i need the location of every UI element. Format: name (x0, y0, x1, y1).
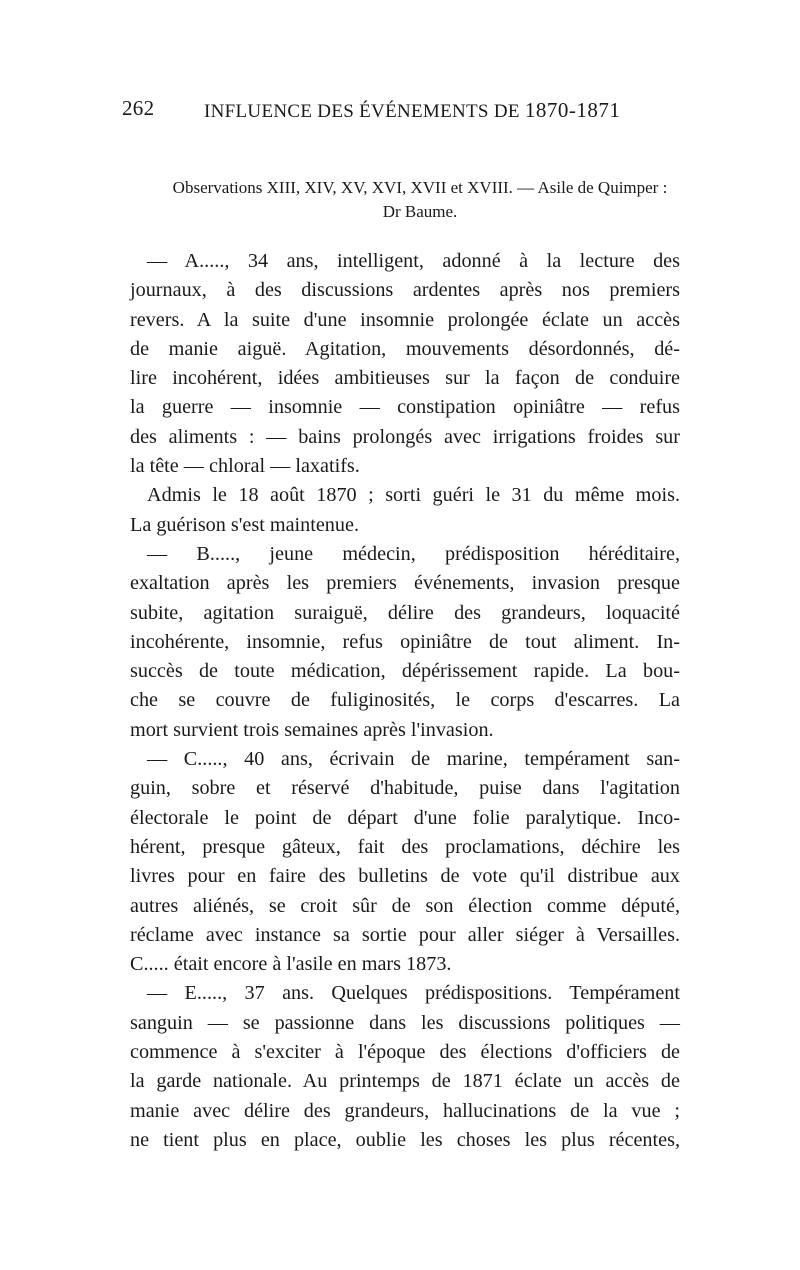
text-line: — A....., 34 ans, intelligent, adonné à la lecture des (147, 250, 680, 272)
observations-heading-line-1: Observations XIII, XIV, XV, XVI, XVII et XVIII. — Asile de Quimper : (172, 178, 668, 197)
running-title-years: 1870-1871 (524, 98, 621, 122)
text-line: commence à s'exciter à l'époque des élections d'officiers de (130, 1041, 680, 1064)
text-line: lire incohérent, idées ambitieuses sur la façon de conduire (130, 367, 680, 390)
text-line: subite, agitation suraiguë, délire des grandeurs, loquacité (130, 601, 680, 624)
text-line: — C....., 40 ans, écrivain de marine, tempérament san- (147, 748, 680, 771)
observations-heading-line-2: Dr Baume. (382, 202, 458, 221)
observations-heading (150, 176, 690, 224)
text-line: réclame avec instance sa sortie pour aller siéger à Versailles. (130, 923, 680, 946)
running-head (122, 96, 682, 126)
text-line: sanguin — se passionne dans les discussions politiques — (130, 1011, 680, 1034)
body-text (130, 247, 680, 1155)
page-number: 262 (122, 96, 155, 120)
text-line: hérent, presque gâteux, fait des proclamations, déchire les (130, 835, 680, 858)
text-line: la tête — chloral — laxatifs. (130, 455, 360, 478)
running-title (204, 98, 620, 123)
text-line: la guerre — insomnie — constipation opiniâtre — refus (130, 396, 680, 419)
text-line: che se couvre de fuliginosités, le corps d'escarres. La (130, 689, 680, 712)
text-line: ne tient plus en place, oublie les choses les plus récentes, (130, 1128, 680, 1151)
text-line: autres aliénés, se croit sûr de son élection comme député, (130, 894, 680, 917)
text-line: — E....., 37 ans. Quelques prédispositions. Tempérament (147, 982, 680, 1005)
text-line: La guérison s'est maintenue. (130, 513, 360, 536)
text-line: la garde nationale. Au printemps de 1871 éclate un accès de (130, 1070, 680, 1093)
running-title-text: INFLUENCE DES ÉVÉNEMENTS DE (204, 101, 525, 122)
text-line: guin, sobre et réservé d'habitude, puise dans l'agitation (130, 777, 680, 800)
text-line: revers. A la suite d'une insomnie prolongée éclate un accès (130, 308, 680, 331)
text-line: manie avec délire des grandeurs, hallucinations de la vue ; (130, 1099, 680, 1122)
text-line: incohérente, insomnie, refus opiniâtre de tout aliment. In- (130, 630, 680, 653)
text-line: succès de toute médication, dépérissement rapide. La bou- (130, 660, 680, 683)
text-line: des aliments : — bains prolongés avec irrigations froides sur (130, 425, 680, 448)
text-line: — B....., jeune médecin, prédisposition héréditaire, (147, 542, 680, 565)
text-line: C..... était encore à l'asile en mars 1873. (130, 953, 452, 976)
text-line: journaux, à des discussions ardentes après nos premiers (130, 279, 680, 302)
text-line: exaltation après les premiers événements, invasion presque (130, 572, 680, 595)
text-line: Admis le 18 août 1870 ; sorti guéri le 31 du même mois. (147, 484, 680, 507)
text-line: mort survient trois semaines après l'invasion. (130, 718, 494, 741)
text-line: électorale le point de départ d'une folie paralytique. Inco- (130, 806, 680, 829)
text-line: de manie aiguë. Agitation, mouvements désordonnés, dé- (130, 337, 680, 360)
text-line: livres pour en faire des bulletins de vote qu'il distribue aux (130, 865, 680, 888)
